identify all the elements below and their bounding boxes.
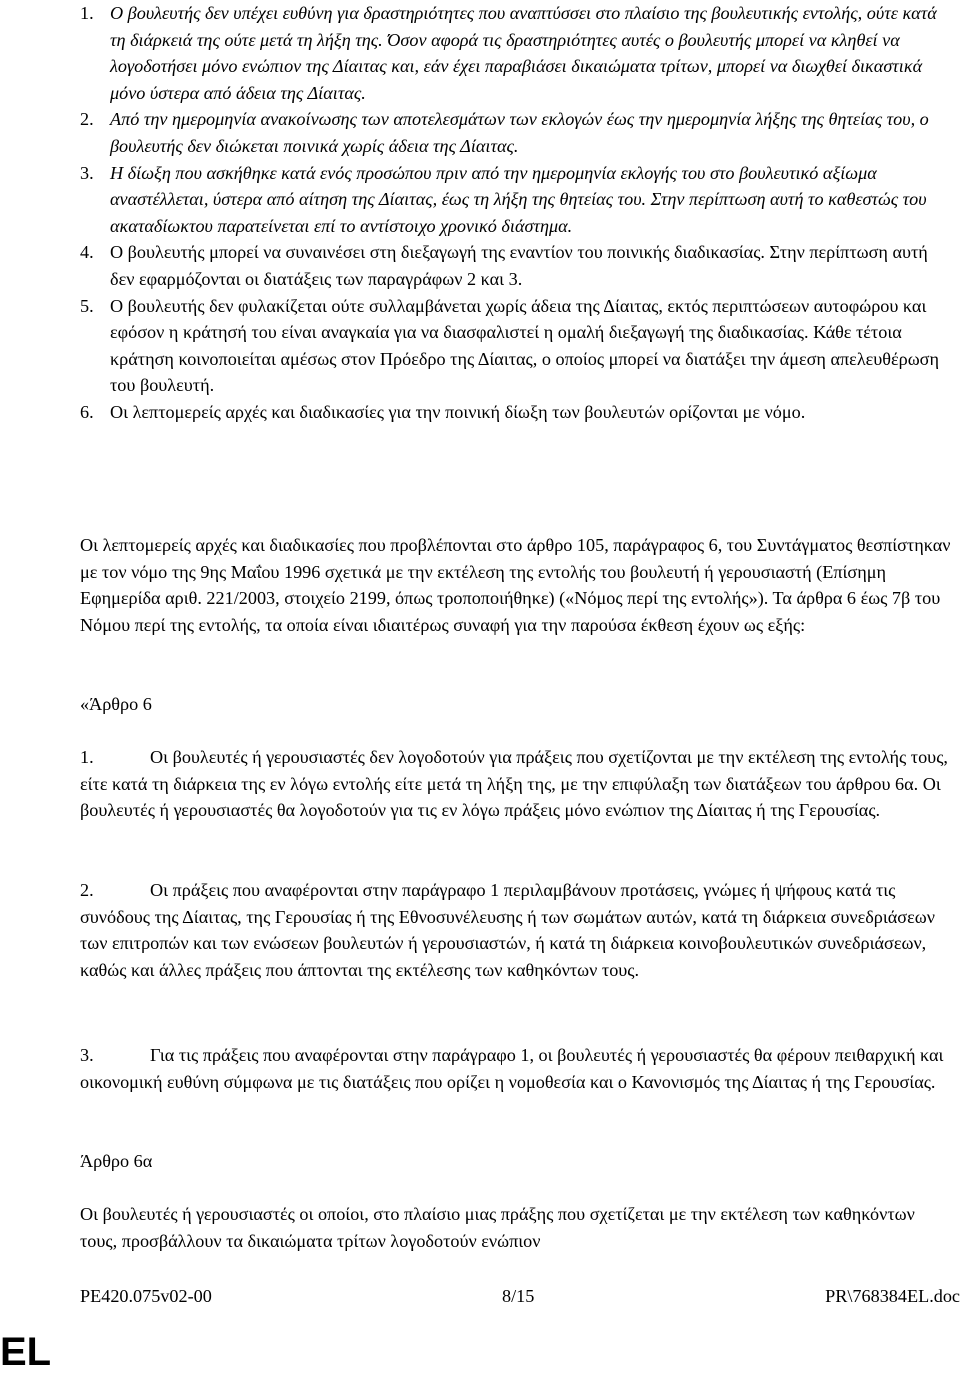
paragraph-text: Οι πράξεις που αναφέρονται στην παράγραφο 1 περιλαμβάνουν προτάσεις, γνώμες ή ψήφους κατά τις συνόδους της Δίαιτας, της Γερουσίας ή της Εθνοσυνέλευσης ή των σωμάτων αυτών, κατά τη διάρκεια συνεδριάσεων των επιτροπών και των ενώσεων βουλευτών ή γερουσιαστών, ή κατά τη διάρκεια κοινοβουλευτικών συνεδριάσεων, καθώς και άλλες πράξεις που άπτονται της εκτέλεσης των καθηκόντων τους. [80, 880, 935, 980]
constitution-numbered-list [80, 0, 956, 426]
list-item-text: Ο βουλευτής δεν υπέχει ευθύνη για δραστηριότητες που αναπτύσσει στο πλαίσιο της βουλευτικής εντολής, ούτε κατά τη διάρκειά της ούτε μετά τη λήξη της. Όσον αφορά τις δραστηριότητες αυτές ο βουλευτής μπορεί να κληθεί να λογοδοτήσει μόνο ενώπιον της Δίαιτας και, εάν έχει παραβιάσει δικαιώματα τρίτων, μπορεί να διωχθεί δικαστικά μόνο ύστερα από άδεια της Δίαιτας. [110, 3, 937, 103]
list-item-number: 2. [80, 109, 94, 130]
list-item [80, 160, 956, 240]
language-tag: EL [0, 1330, 52, 1374]
list-item-number: 6. [80, 401, 94, 422]
article-6-paragraph-2 [80, 877, 956, 983]
list-item [80, 293, 956, 399]
paragraph-number: 3. [80, 1045, 94, 1065]
list-item [80, 106, 956, 159]
intro-paragraph: Οι λεπτομερείς αρχές και διαδικασίες που προβλέπονται στο άρθρο 105, παράγραφος 6, του Συντάγματος θεσπίστηκαν με τον νόμο της 9ης Μαΐου 1996 σχετικά με την εκτέλεση της εντολής του βουλευτή ή γερουσιαστή (Επίσημη Εφημερίδα αριθ. 221/2003, στοιχείο 2199, όπως τροποποιήθηκε) («Νόμος περί της εντολής»). Τα άρθρα 6 έως 7β του Νόμου περί της εντολής, τα οποία είναι ιδιαιτέρως συναφή για την παρούσα έκθεση έχουν ως εξής: [80, 535, 951, 635]
paragraph-number: 2. [80, 880, 94, 900]
paragraph-number: 1. [80, 747, 94, 767]
article-heading-text: «Άρθρο 6 [80, 694, 152, 714]
list-item-number: 4. [80, 242, 94, 263]
page-number: 8/15 [502, 1286, 535, 1306]
list-item-text: Οι λεπτομερείς αρχές και διαδικασίες για την ποινική δίωξη των βουλευτών ορίζονται με νόμο. [110, 401, 806, 422]
page-footer [80, 1283, 960, 1309]
paragraph-text: Για τις πράξεις που αναφέρονται στην παράγραφο 1, οι βουλευτές ή γερουσιαστές θα φέρουν πειθαρχική και οικονομική ευθύνη σύμφωνα με τις διατάξεις που ορίζει η νομοθεσία και ο Κανονισμός της Δίαιτας ή της Γερουσίας. [80, 1045, 944, 1092]
list-item-number: 1. [80, 3, 94, 23]
article-6a-heading: Άρθρο 6α [80, 1151, 153, 1171]
list-item-text: Ο βουλευτής δεν φυλακίζεται ούτε συλλαμβάνεται χωρίς άδεια της Δίαιτας, εκτός περιπτώσεων αυτοφώρου και εφόσον η κράτησή του είναι αναγκαία για να διασφαλιστεί η ομαλή διεξαγωγή της διαδικασίας. Κάθε τέτοια κράτηση κοινοποιείται αμέσως στον Πρόεδρο της Δίαιτας, ο οποίος μπορεί να διατάξει την άμεση απελευθέρωση του βουλευτή. [110, 295, 939, 396]
list-item-text: Από την ημερομηνία ανακοίνωσης των αποτελεσμάτων των εκλογών έως την ημερομηνία λήξης της θητείας του, ο βουλευτής δεν διώκεται ποινικά χωρίς άδεια της Δίαιτας. [110, 109, 929, 156]
list-item-number: 3. [80, 162, 94, 183]
list-item-text: Η δίωξη που ασκήθηκε κατά ενός προσώπου πριν από την ημερομηνία εκλογής του στο βουλευτικό αξίωμα αναστέλλεται, ύστερα από αίτηση της Δίαιτας, έως τη λήξη της θητείας του. Στην περίπτωση αυτή το καθεστώς του ακαταδίωκτου παρατείνεται επί το αντίστοιχο χρονικό διάστημα. [110, 162, 927, 236]
article-6-paragraph-1 [80, 744, 956, 824]
list-item [80, 0, 956, 106]
article-6-heading [80, 691, 956, 718]
list-item-number: 5. [80, 295, 94, 316]
file-name: PR\768384EL.doc [825, 1286, 960, 1306]
paragraph-text: Οι βουλευτές ή γερουσιαστές δεν λογοδοτούν για πράξεις που σχετίζονται με την εκτέλεση της εντολής τους, είτε κατά τη διάρκεια της εν λόγω εντολής είτε μετά τη λήξη της, με την επιφύλαξη των διατάξεων του άρθρου 6α. Οι βουλευτές ή γερουσιαστές θα λογοδοτούν για τις εν λόγω πράξεις μόνο ενώπιον της Δίαιτας ή της Γερουσίας. [80, 747, 948, 821]
article-6-paragraph-3 [80, 1042, 956, 1095]
list-item [80, 239, 956, 292]
document-reference: PE420.075v02-00 [80, 1286, 212, 1306]
list-item-text: Ο βουλευτής μπορεί να συναινέσει στη διεξαγωγή της εναντίον του ποινικής διαδικασίας. Στην περίπτωση αυτή δεν εφαρμόζονται οι διατάξεις των παραγράφων 2 και 3. [110, 242, 928, 289]
article-6a-text: Οι βουλευτές ή γερουσιαστές οι οποίοι, στο πλαίσιο μιας πράξης που σχετίζεται με την εκτέλεση των καθηκόντων τους, προσβάλλουν τα δικαιώματα τρίτων λογοδοτούν ενώπιον [80, 1204, 915, 1251]
list-item [80, 399, 956, 426]
